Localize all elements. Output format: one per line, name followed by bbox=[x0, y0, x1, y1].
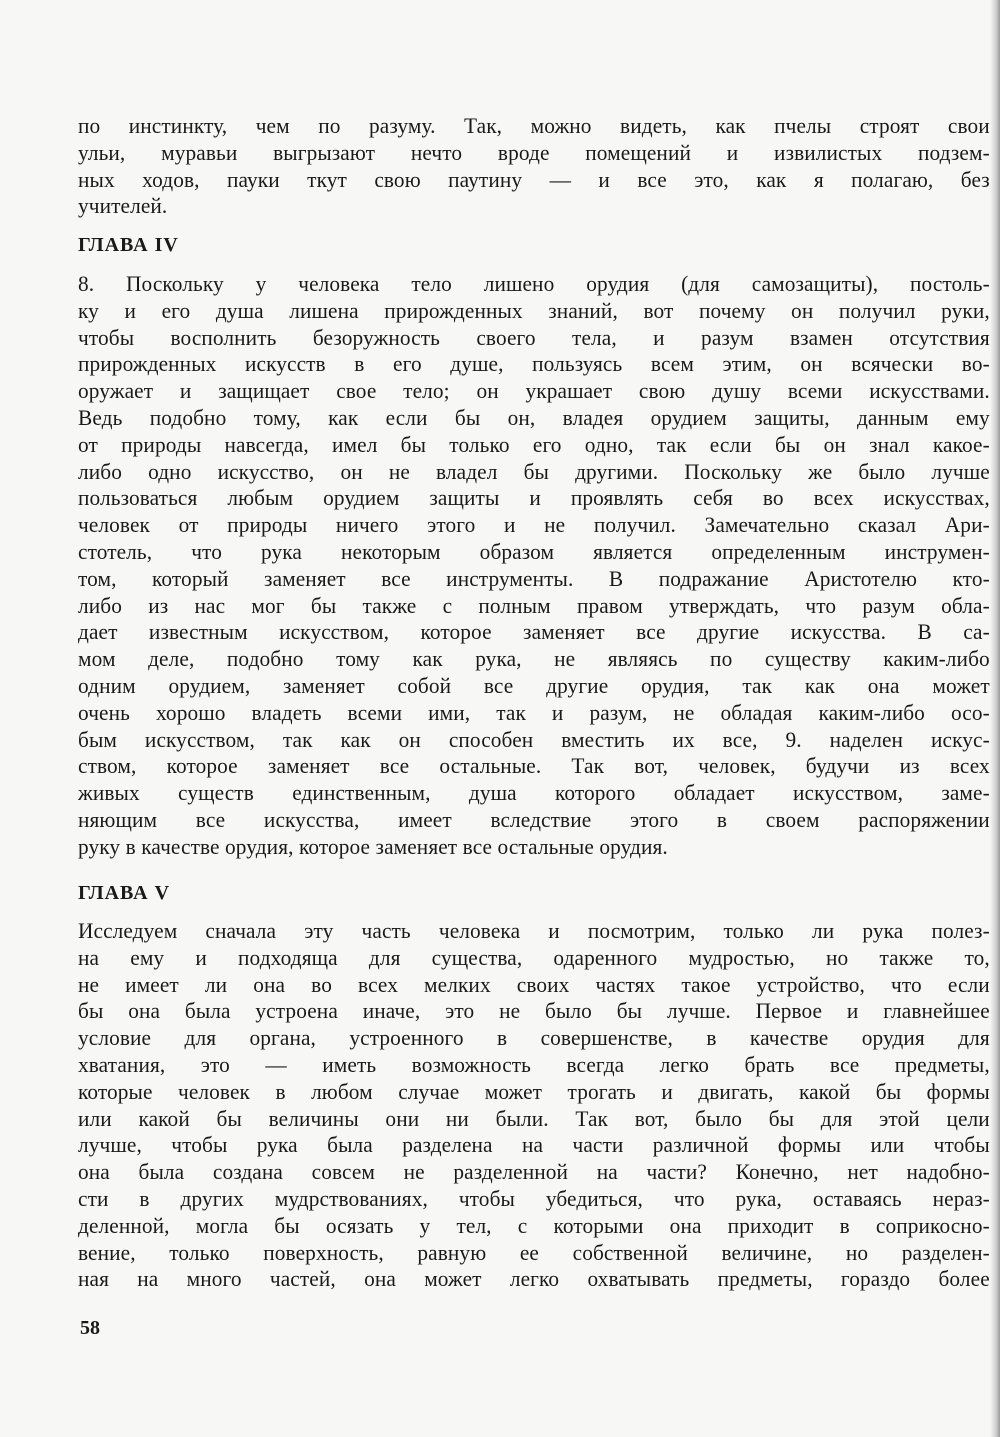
text-line: по инстинкту, чем по разуму. Так, можно видеть, как пчелы строят свои bbox=[78, 113, 990, 138]
text-line: бы она была устроена иначе, это не было бы лучше. Первое и главнейшее bbox=[78, 998, 990, 1024]
text-line: либо одно искусство, он не владел бы другими. Поскольку же было лучше bbox=[78, 458, 990, 484]
text-line: очень хорошо владеть всеми ими, так и разум, не обладая каким-либо осо- bbox=[78, 699, 990, 725]
text-line: учителей. bbox=[78, 193, 168, 219]
chapter-4-paragraph bbox=[78, 271, 990, 861]
chapter-4-heading: ГЛАВА IV bbox=[78, 234, 179, 256]
text-line: прирожденных искусств в его душе, пользуясь всем этим, он всячески во- bbox=[78, 351, 990, 377]
text-line: или какой бы величины они ни были. Так вот, было бы для этой цели bbox=[78, 1105, 990, 1131]
text-line: мом деле, подобно тому как рука, не являясь по существу каким-либо bbox=[78, 646, 990, 672]
page-edge-shadow bbox=[990, 0, 1000, 1437]
text-line: ных ходов, пауки ткут свою паутину — и все это, как я полагаю, без bbox=[78, 166, 990, 192]
text-line: вение, только поверхность, равную ее собственной величине, но разделен- bbox=[78, 1239, 990, 1265]
text-line: живых существ единственным, душа которого обладает искусством, заме- bbox=[78, 780, 990, 806]
text-line: оружает и защищает свое тело; он украшает свою душу всеми искусствами. bbox=[78, 378, 990, 404]
text-line: которые человек в любом случае может трогать и двигать, какой бы формы bbox=[78, 1078, 990, 1104]
text-line: чтобы восполнить безоружность своего тела, и разум взамен отсутствия bbox=[78, 324, 990, 350]
text-line: ная на много частей, она может легко охватывать предметы, гораздо более bbox=[78, 1266, 990, 1292]
text-line: ульи, муравьи выгрызают нечто вроде помещений и извилистых подзем- bbox=[78, 139, 990, 165]
text-line: сти в других мудрствованиях, чтобы убедиться, что рука, оставаясь нераз- bbox=[78, 1185, 990, 1211]
text-line: деленной, могла бы осязать у тел, с которыми она приходит в соприкосно- bbox=[78, 1212, 990, 1238]
intro-paragraph bbox=[78, 113, 990, 220]
text-line: Исследуем сначала эту часть человека и посмотрим, только ли рука полез- bbox=[78, 918, 990, 943]
text-line: бым искусством, так как он способен вместить их все, 9. наделен искус- bbox=[78, 726, 990, 752]
text-line: одним орудием, заменяет собой все другие орудия, так как она может bbox=[78, 672, 990, 698]
text-line: ством, которое заменяет все остальные. Так вот, человек, будучи из всех bbox=[78, 753, 990, 779]
text-line: Ведь подобно тому, как если бы он, владея орудием защиты, данным ему bbox=[78, 404, 990, 430]
text-line: на ему и подходяща для существа, одаренного мудростью, но также то, bbox=[78, 944, 990, 970]
text-line: дает известным искусством, которое заменяет все другие искусства. В са- bbox=[78, 619, 990, 645]
page-number: 58 bbox=[80, 1317, 100, 1339]
text-line: либо из нас мог бы также с полным правом утверждать, что разум обла- bbox=[78, 592, 990, 618]
text-line: лучше, чтобы рука была разделена на части различной формы или чтобы bbox=[78, 1132, 990, 1158]
text-line: ку и его душа лишена прирожденных знаний, вот почему он получил руки, bbox=[78, 297, 990, 323]
text-line: пользоваться любым орудием защиты и проявлять себя во всех искусствах, bbox=[78, 485, 990, 511]
text-line: руку в качестве орудия, которое заменяет все остальные орудия. bbox=[78, 833, 668, 859]
text-line: хватания, это — иметь возможность всегда легко брать все предметы, bbox=[78, 1051, 990, 1077]
text-line: 8. Поскольку у человека тело лишено орудия (для самозащиты), постоль- bbox=[78, 271, 990, 296]
text-line: человек от природы ничего этого и не получил. Замечательно сказал Ари- bbox=[78, 512, 990, 538]
text-line: няющим все искусства, имеет вследствие этого в своем распоряжении bbox=[78, 806, 990, 832]
text-line: она была создана совсем не разделенной на части? Конечно, нет надобно- bbox=[78, 1159, 990, 1185]
text-line: не имеет ли она во всех мелких своих частях такое устройство, что если bbox=[78, 971, 990, 997]
chapter-5-heading: ГЛАВА V bbox=[78, 882, 171, 904]
text-line: условие для органа, устроенного в совершенстве, в качестве орудия для bbox=[78, 1025, 990, 1051]
text-line: том, который заменяет все инструменты. В подражание Аристотелю кто- bbox=[78, 565, 990, 591]
text-line: стотель, что рука некоторым образом является определенным инструмен- bbox=[78, 538, 990, 564]
text-line: от природы навсегда, имел бы только его одно, так если бы он знал какое- bbox=[78, 431, 990, 457]
chapter-5-paragraph bbox=[78, 918, 990, 1293]
